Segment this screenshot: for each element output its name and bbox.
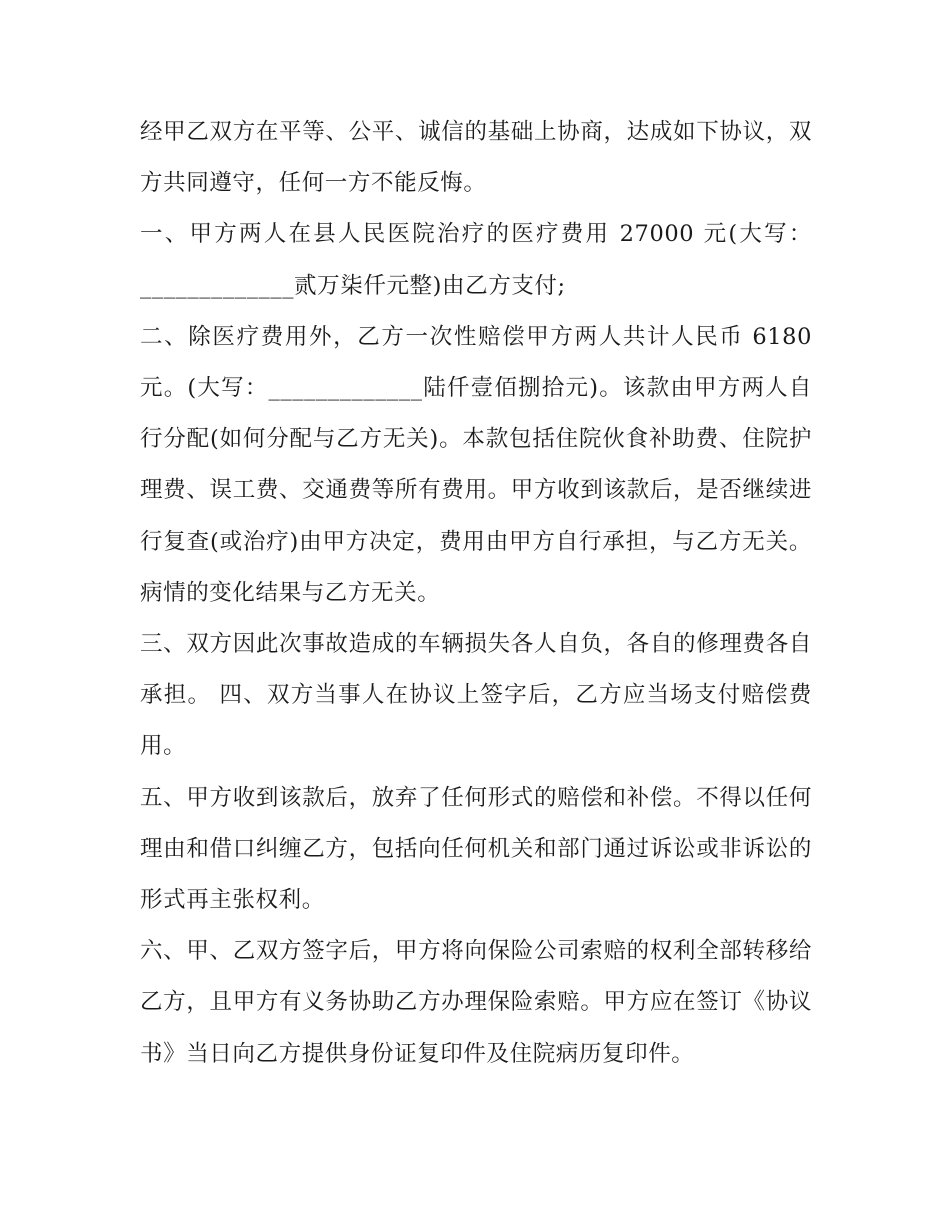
- paragraph-clause-1: 一、甲方两人在县人民医院治疗的医疗费用 27000 元(大写：_____________贰万柒仟元整)由乙方支付;: [140, 221, 812, 299]
- document-body: [140, 107, 812, 1080]
- paragraph-clause-3-4: 三、双方因此次事故造成的车辆损失各人自负，各自的修理费各自承担。 四、双方当事人在协议上签字后，乙方应当场支付赔偿费用。: [140, 631, 812, 760]
- paragraph-clause-2: 二、除医疗费用外，乙方一次性赔偿甲方两人共计人民币 6180 元。(大写：_____________陆仟壹佰捌拾元)。该款由甲方两人自行分配(如何分配与乙方无关)。本款包括住院伙食补助费、住院护理费、误工费、交通费等所有费用。甲方收到该款后，是否继续进行复查(或治疗)由甲方决定，费用由甲方自行承担，与乙方无关。病情的变化结果与乙方无关。: [140, 323, 812, 606]
- paragraph-preamble: 经甲乙双方在平等、公平、诚信的基础上协商，达成如下协议，双方共同遵守，任何一方不能反悔。: [140, 119, 812, 197]
- paragraph-clause-6: 六、甲、乙双方签字后，甲方将向保险公司索赔的权利全部转移给乙方，且甲方有义务协助乙方办理保险索赔。甲方应在签订《协议书》当日向乙方提供身份证复印件及住院病历复印件。: [140, 938, 812, 1067]
- paragraph-clause-5: 五、甲方收到该款后，放弃了任何形式的赔偿和补偿。不得以任何理由和借口纠缠乙方，包括向任何机关和部门通过诉讼或非诉讼的形式再主张权利。: [140, 784, 812, 914]
